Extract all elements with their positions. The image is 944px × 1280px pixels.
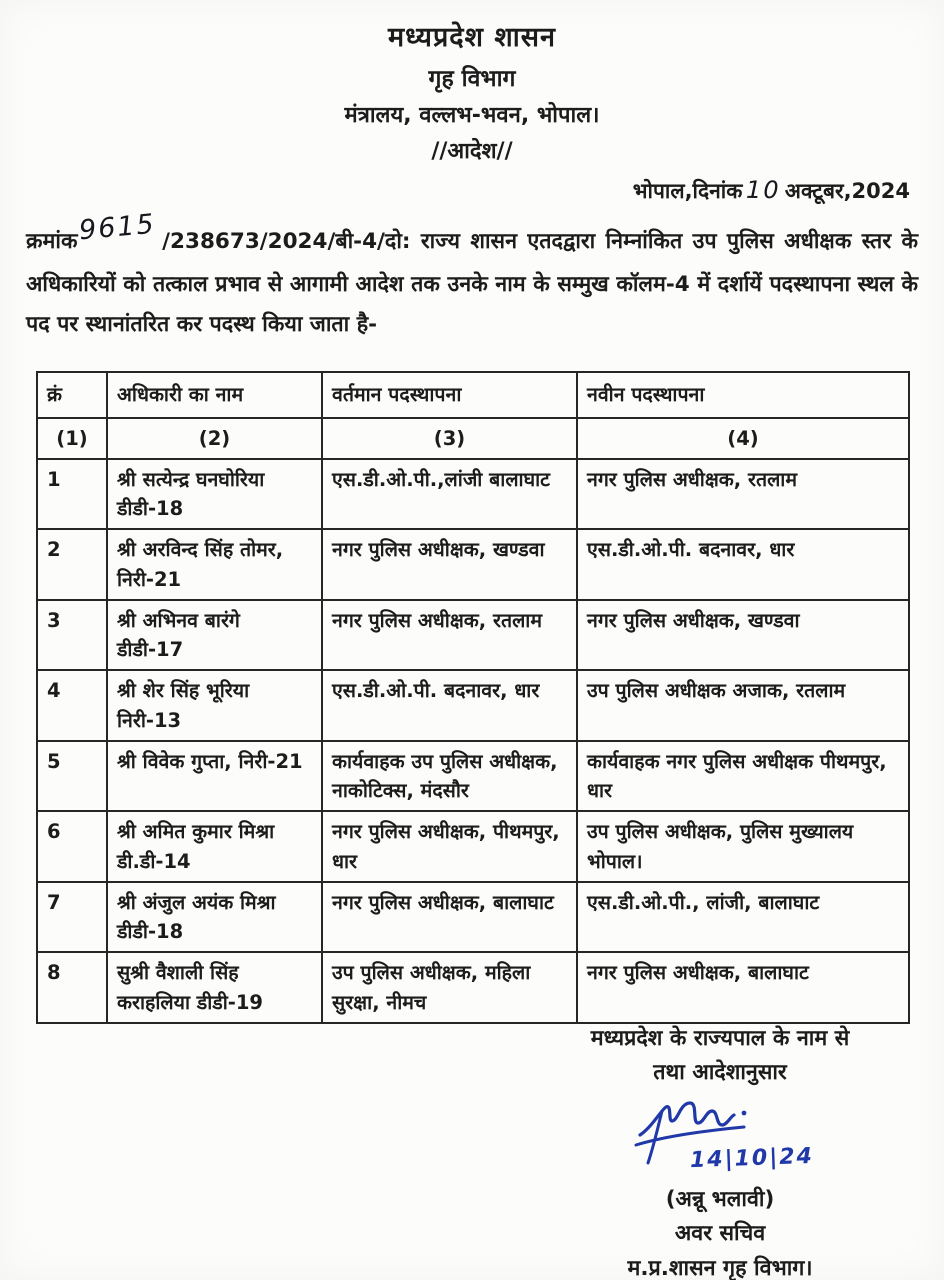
order-heading: //आदेश// <box>431 139 513 165</box>
col-header-new-posting: नवीन पदस्थापना <box>577 372 909 418</box>
officer-name-cell: श्री विवेक गुप्ता, निरी-21 <box>107 741 322 812</box>
order-paragraph <box>26 208 918 344</box>
ministry-address: मंत्रालय, वल्लभ-भवन, भोपाल। <box>344 103 600 129</box>
new-posting-cell: एस.डी.ओ.पी., लांजी, बालाघाट <box>577 882 909 953</box>
serial-cell: 1 <box>37 459 107 530</box>
table-row <box>37 600 909 671</box>
place-date-prefix: भोपाल,दिनांक <box>632 179 743 204</box>
col-header-officer-name: अधिकारी का नाम <box>107 372 322 418</box>
officer-name-cell: श्री शेर सिंह भूरिया निरी-13 <box>107 670 322 741</box>
table-row <box>37 529 909 600</box>
column-number-row <box>37 418 909 459</box>
transfer-table <box>36 371 910 1024</box>
signature <box>540 1097 900 1183</box>
place-date-suffix: अक्टूबर,2024 <box>784 179 910 204</box>
letterhead <box>0 0 944 168</box>
current-posting-cell: एस.डी.ओ.पी. बदनावर, धार <box>322 670 577 741</box>
serial-cell: 7 <box>37 882 107 953</box>
serial-cell: 2 <box>37 529 107 600</box>
signatory-department: म.प्र.शासन गृह विभाग। <box>627 1255 813 1280</box>
reference-label: क्रमांक <box>26 229 78 255</box>
order-body-text: राज्य शासन एतदद्वारा निम्नांकित उप पुलिस अधीक्षक स्तर के अधिकारियों को तत्काल प्रभाव से आगामी आदेश तक उनके नाम के सम्मुख कॉलम-4 में दर्शायें पदस्थापना स्थल के पद पर स्थानांतरित कर पदस्थ किया जाता है- <box>26 229 918 337</box>
new-posting-cell: कार्यवाहक नगर पुलिस अधीक्षक पीथमपुर, धार <box>577 741 909 812</box>
current-posting-cell: कार्यवाहक उप पुलिस अधीक्षक, नाकोटिक्स, मंदसौर <box>322 741 577 812</box>
current-posting-cell: नगर पुलिस अधीक्षक, पीथमपुर, धार <box>322 811 577 882</box>
signatory-designation: अवर सचिव <box>674 1221 766 1247</box>
handwritten-reference-number: 9615 <box>78 208 158 247</box>
officer-name-cell: श्री सत्येन्द्र घनघोरिया डीडी-18 <box>107 459 322 530</box>
table-row <box>37 459 909 530</box>
col-header-serial: क्रं <box>37 372 107 418</box>
current-posting-cell: नगर पुलिस अधीक्षक, रतलाम <box>322 600 577 671</box>
serial-cell: 8 <box>37 952 107 1023</box>
serial-cell: 5 <box>37 741 107 812</box>
table-row <box>37 741 909 812</box>
serial-cell: 4 <box>37 670 107 741</box>
table-row <box>37 882 909 953</box>
serial-cell: 6 <box>37 811 107 882</box>
signatory-name: (अन्नू भलावी) <box>665 1186 775 1212</box>
officer-name-cell: श्री अरविन्द सिंह तोमर, निरी-21 <box>107 529 322 600</box>
table-row <box>37 952 909 1023</box>
handwritten-signature-date: 14|10|24 <box>689 1143 815 1173</box>
current-posting-cell: नगर पुलिस अधीक्षक, बालाघाट <box>322 882 577 953</box>
col-header-current-posting: वर्तमान पदस्थापना <box>322 372 577 418</box>
table-header-row <box>37 372 909 418</box>
authority-line-1: मध्यप्रदेश के राज्यपाल के नाम से <box>590 1026 850 1051</box>
new-posting-cell: नगर पुलिस अधीक्षक, बालाघाट <box>577 952 909 1023</box>
authority-line-2: तथा आदेशानुसार <box>653 1060 787 1086</box>
current-posting-cell: एस.डी.ओ.पी.,लांजी बालाघाट <box>322 459 577 530</box>
new-posting-cell: उप पुलिस अधीक्षक अजाक, रतलाम <box>577 670 909 741</box>
officer-name-cell: श्री अभिनव बारंगे डीडी-17 <box>107 600 322 671</box>
new-posting-cell: नगर पुलिस अधीक्षक, खण्डवा <box>577 600 909 671</box>
col-number-4: (4) <box>577 418 909 459</box>
government-title: मध्यप्रदेश शासन <box>387 22 556 53</box>
new-posting-cell: नगर पुलिस अधीक्षक, रतलाम <box>577 459 909 530</box>
table-row <box>37 811 909 882</box>
signature-block <box>540 1022 900 1280</box>
col-number-1: (1) <box>37 418 107 459</box>
new-posting-cell: एस.डी.ओ.पी. बदनावर, धार <box>577 529 909 600</box>
current-posting-cell: नगर पुलिस अधीक्षक, खण्डवा <box>322 529 577 600</box>
table-row <box>37 670 909 741</box>
officer-name-cell: श्री अंजुल अयंक मिश्रा डीडी-18 <box>107 882 322 953</box>
reference-number-rest: /238673/2024/बी-4/दो: <box>162 229 411 255</box>
col-number-3: (3) <box>322 418 577 459</box>
officer-name-cell: सुश्री वैशाली सिंह कराहलिया डीडी-19 <box>107 952 322 1023</box>
handwritten-date-day: 10 <box>746 176 782 205</box>
new-posting-cell: उप पुलिस अधीक्षक, पुलिस मुख्यालय भोपाल। <box>577 811 909 882</box>
current-posting-cell: उप पुलिस अधीक्षक, महिला सुरक्षा, नीमच <box>322 952 577 1023</box>
officer-name-cell: श्री अमित कुमार मिश्रा डी.डी-14 <box>107 811 322 882</box>
col-number-2: (2) <box>107 418 322 459</box>
department-name: गृह विभाग <box>428 66 516 93</box>
serial-cell: 3 <box>37 600 107 671</box>
